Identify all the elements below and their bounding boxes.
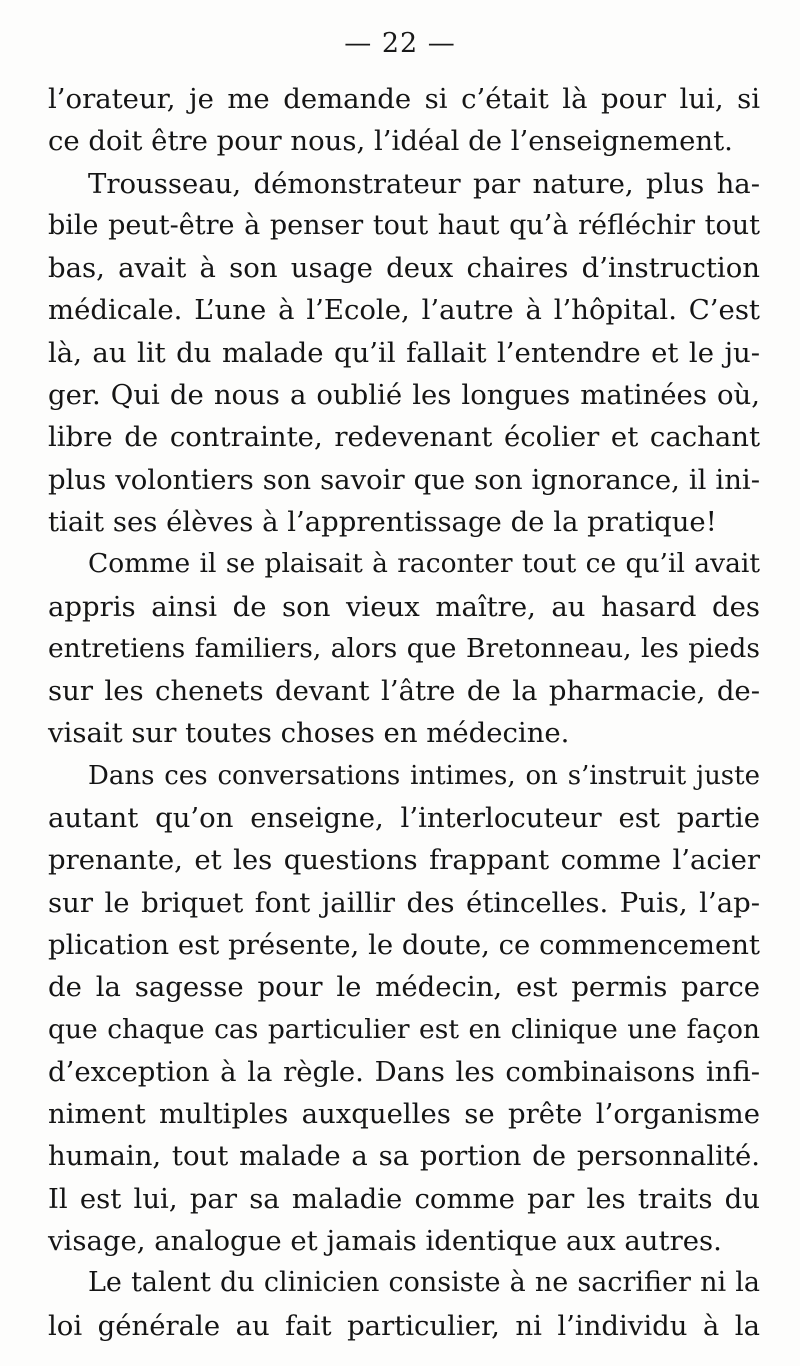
text-line: sur les chenets devant l’âtre de la pharmacie, de- bbox=[48, 675, 760, 708]
paragraph-first-line: Comme il se plaisait à raconter tout ce qu’il avait bbox=[88, 548, 760, 580]
text-line: plus volontiers son savoir que son ignorance, il ini- bbox=[48, 463, 760, 496]
text-line: visage, analogue et jamais identique aux autres. bbox=[48, 1225, 722, 1258]
text-line: libre de contrainte, redevenant écolier et cachant bbox=[48, 421, 760, 454]
text-line: appris ainsi de son vieux maître, au hasard des bbox=[48, 590, 760, 623]
page-number: — 22 — bbox=[344, 28, 456, 59]
text-line: là, au lit du malade qu’il fallait l’entendre et le ju- bbox=[48, 336, 760, 369]
text-line: ce doit être pour nous, l’idéal de l’enseignement. bbox=[48, 125, 733, 158]
text-line: médicale. L’une à l’Ecole, l’autre à l’hôpital. C’est bbox=[48, 294, 760, 327]
text-line: loi générale au fait particulier, ni l’individu à la bbox=[48, 1309, 760, 1342]
text-line: ger. Qui de nous a oublié les longues matinées où, bbox=[48, 379, 760, 412]
paragraph-first-line: Trousseau, démonstrateur par nature, plus ha- bbox=[88, 167, 760, 200]
text-line: humain, tout malade a sa portion de personnalité. bbox=[48, 1140, 760, 1173]
text-line: entretiens familiers, alors que Bretonneau, les pieds bbox=[48, 632, 760, 664]
text-line: que chaque cas particulier est en clinique une façon bbox=[48, 1013, 760, 1045]
text-line: visait sur toutes choses en médecine. bbox=[48, 717, 570, 750]
text-line: d’exception à la règle. Dans les combinaisons infi- bbox=[48, 1055, 760, 1088]
text-line: niment multiples auxquelles se prête l’organisme bbox=[48, 1098, 760, 1131]
text-line: de la sagesse pour le médecin, est permis parce bbox=[48, 971, 760, 1004]
text-line: bas, avait à son usage deux chaires d’instruction bbox=[48, 252, 760, 285]
body-text bbox=[48, 78, 760, 1347]
text-line: sur le briquet font jaillir des étincelles. Puis, l’ap- bbox=[48, 886, 760, 919]
paragraph-first-line: Dans ces conversations intimes, on s’instruit juste bbox=[88, 760, 760, 791]
text-line: plication est présente, le doute, ce commencement bbox=[48, 928, 760, 961]
text-line: Il est lui, par sa maladie comme par les traits du bbox=[48, 1182, 760, 1215]
paragraph-first-line: Le talent du clinicien consiste à ne sacrifier ni la bbox=[88, 1267, 760, 1299]
text-line: l’orateur, je me demande si c’était là pour lui, si bbox=[48, 83, 760, 115]
text-line: prenante, et les questions frappant comme l’acier bbox=[48, 844, 760, 877]
text-line: tiait ses élèves à l’apprentissage de la pratique! bbox=[48, 505, 717, 538]
text-line: autant qu’on enseigne, l’interlocuteur est partie bbox=[48, 802, 760, 835]
text-line: bile peut-être à penser tout haut qu’à réfléchir tout bbox=[48, 209, 760, 241]
